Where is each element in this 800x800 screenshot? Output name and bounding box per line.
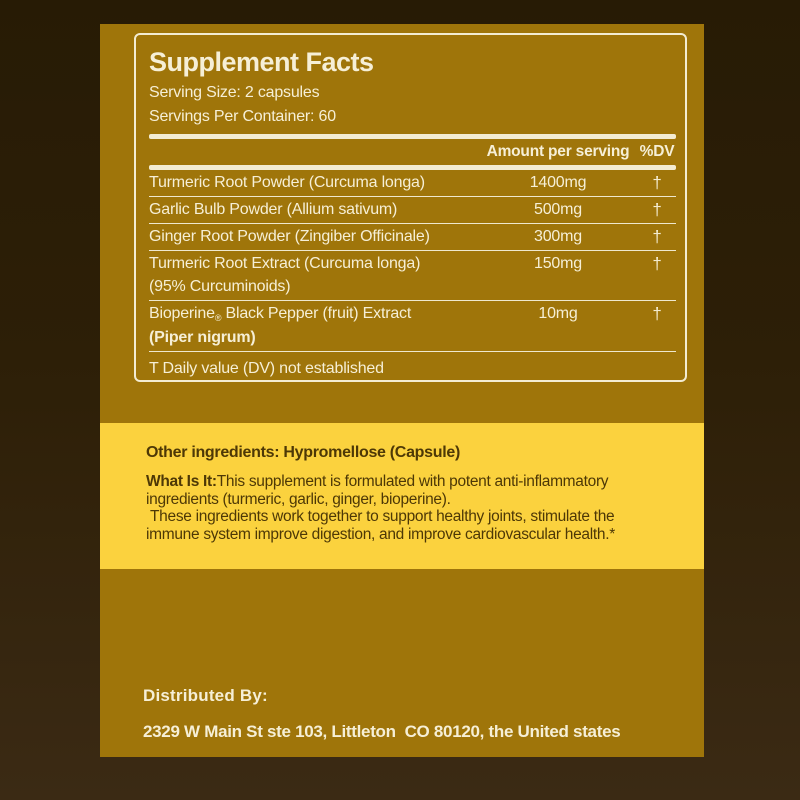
what-is-it-line4: immune system improve digestion, and improve cardiovascular health.* [146,525,615,543]
column-header-dv: %DV [639,143,675,160]
registered-trademark-icon: ® [214,313,222,323]
daily-value-footnote: T Daily value (DV) not established [149,360,384,377]
dagger-symbol: † [652,304,662,323]
ingredient-amount: 300mg [534,228,582,245]
servings-per-container: Servings Per Container: 60 [149,108,336,125]
ingredient-amount: 500mg [534,201,582,218]
ingredient-amount: 150mg [534,255,582,272]
ingredient-name: Turmeric Root Powder (Curcuma longa) [149,174,425,191]
table-header-row [149,139,676,165]
ingredient-brand-name: Bioperine [149,305,215,322]
ingredient-name-rest: Black Pepper (fruit) Extract [221,305,412,322]
table-row [149,197,676,224]
ingredient-name [149,255,478,296]
ingredient-name-line2: (95% Curcuminoids) [149,278,291,295]
distributed-by-label: Distributed By: [143,686,268,705]
dagger-symbol: † [652,254,662,273]
ingredient-name-line1: Turmeric Root Extract (Curcuma longa) [149,255,421,272]
ingredient-name-line2: (Piper nigrum) [149,329,256,346]
table-row [149,170,676,197]
what-is-it-paragraph [146,473,666,543]
dagger-symbol: † [652,227,662,246]
table-row [149,251,676,301]
table-row [149,224,676,251]
dagger-symbol: † [652,173,662,192]
supplement-facts-panel [134,33,687,382]
dagger-symbol: † [652,200,662,219]
distributor-address: 2329 W Main St ste 103, Littleton CO 80120, the United states [143,722,621,741]
ingredient-name: Garlic Bulb Powder (Allium sativum) [149,201,398,218]
what-is-it-label: What Is It: [146,473,217,490]
ingredient-name: Ginger Root Powder (Zingiber Officinale) [149,228,430,245]
what-is-it-line3: These ingredients work together to support healthy joints, stimulate the [146,508,615,525]
ingredient-amount: 1400mg [529,174,587,191]
other-ingredients: Other ingredients: Hypromellose (Capsule) [146,444,460,461]
what-is-it-text1: This supplement is formulated with potent anti-inflammatory [216,473,609,490]
supplement-facts-title: Supplement Facts [149,47,374,77]
info-panel [100,423,704,569]
table-row [149,301,676,352]
what-is-it-line1 [146,473,666,491]
ingredient-name [149,305,478,347]
column-header-amount: Amount per serving [486,143,630,160]
what-is-it-line2: ingredients (turmeric, garlic, ginger, bioperine). [146,490,451,508]
serving-size: Serving Size: 2 capsules [149,84,320,101]
ingredient-amount: 10mg [538,305,578,322]
